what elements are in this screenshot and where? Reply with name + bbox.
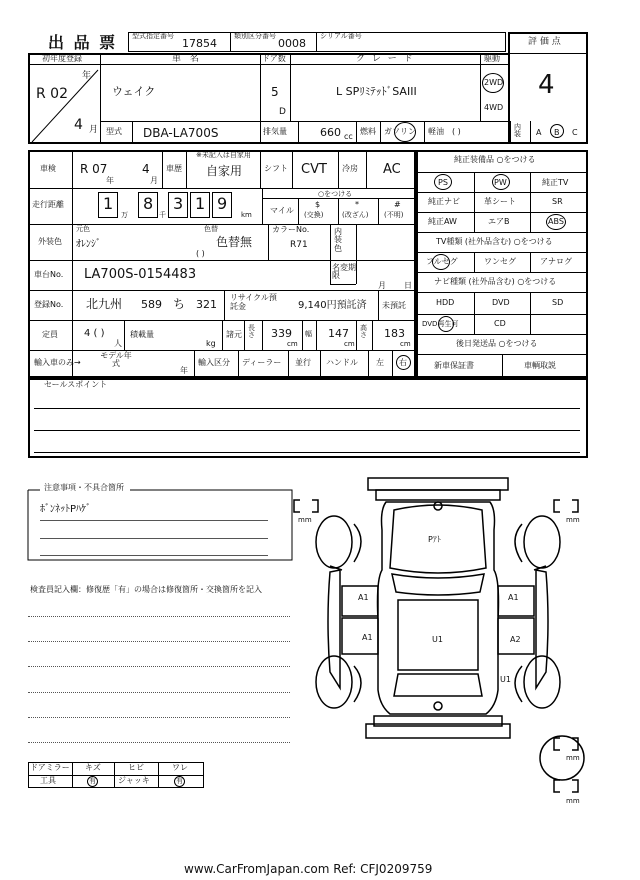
mileage-exchange: (交換) bbox=[304, 211, 324, 219]
color-no: R71 bbox=[290, 240, 308, 250]
grade-label: グ レ ー ド bbox=[356, 54, 415, 64]
model-designation-number: 17854 bbox=[182, 37, 217, 50]
navi-type-label: ナビ種類 (社外品含む) ○をつける bbox=[434, 277, 557, 286]
import-label: 輸入車のみ→ bbox=[34, 358, 81, 367]
damage-rear-right: U1 bbox=[500, 675, 511, 684]
legend-tools: 工具 bbox=[40, 776, 56, 785]
recycle-label: リサイクル預託金 bbox=[230, 293, 277, 311]
aircon-value: AC bbox=[383, 162, 401, 177]
notes-label: 注意事項・不具合箇所 bbox=[44, 483, 124, 492]
color-change-label: 色替 bbox=[204, 225, 218, 233]
car-name: ウェイク bbox=[112, 85, 156, 98]
car-name-label: 車 名 bbox=[172, 54, 202, 64]
load-unit: kg bbox=[206, 339, 216, 348]
original-color-label: 元色 bbox=[76, 225, 90, 233]
equip-abs: ABS bbox=[548, 217, 564, 226]
model-label: 型式 bbox=[106, 127, 122, 136]
first-reg-label: 初年度登録 bbox=[42, 54, 82, 63]
diagram-mm-rear-right: mm bbox=[566, 754, 580, 762]
mileage-circle-note: ○をつける bbox=[318, 190, 353, 198]
drive-label: 駆動 bbox=[484, 54, 500, 63]
length-value: 339 bbox=[271, 327, 292, 340]
handle-right: 右 bbox=[399, 358, 407, 367]
sheet-title: 出 品 票 bbox=[48, 33, 118, 52]
equip-aw: 純正AW bbox=[428, 217, 457, 226]
equip-ps: PS bbox=[438, 178, 448, 187]
inspection-label: 車検 bbox=[40, 164, 56, 173]
model-year-unit: 年 bbox=[180, 366, 188, 375]
capacity-value: 4 ( ) bbox=[84, 328, 105, 339]
mileage-digit-1: 1 bbox=[103, 194, 114, 213]
history-label: 車歴 bbox=[166, 164, 182, 173]
interior-a: A bbox=[536, 128, 542, 137]
damage-front-left: A1 bbox=[358, 593, 369, 602]
interior-grade-label: 内装 bbox=[514, 123, 521, 138]
grade-value: L SPﾘﾐﾃｯﾄﾞSAIII bbox=[336, 85, 417, 98]
category-label: 類別区分番号 bbox=[234, 32, 276, 40]
load-label: 積載量 bbox=[130, 330, 154, 339]
import-dealer: ディーラー bbox=[242, 358, 282, 367]
diesel-label: 軽油 bbox=[428, 127, 444, 136]
interior-c: C bbox=[572, 128, 578, 137]
inspector-label: 検査員記入欄：修復歴「有」の場合は修復箇所・交換箇所を記入 bbox=[30, 585, 262, 594]
length-label: 長さ bbox=[248, 324, 255, 339]
height-label: 高さ bbox=[360, 324, 367, 339]
name-change-label: 名変期限 bbox=[332, 263, 356, 280]
navi-cd: CD bbox=[494, 319, 506, 328]
capacity-label: 定員 bbox=[42, 330, 58, 339]
handle-left: 左 bbox=[376, 358, 384, 367]
legend-door-mirror: ドアミラー bbox=[30, 763, 70, 772]
damage-front-right: A1 bbox=[508, 593, 519, 602]
name-change-month: 月 bbox=[378, 281, 386, 290]
original-color: ｵﾚﾝｼﾞ bbox=[76, 239, 101, 250]
sales-point-box bbox=[28, 378, 588, 458]
damage-roof: U1 bbox=[432, 635, 443, 644]
diagram-mm-spare: mm bbox=[566, 797, 580, 805]
mileage-star: * bbox=[355, 200, 359, 209]
mileage-digit-4: 1 bbox=[195, 194, 206, 213]
registration-class: 589 bbox=[141, 298, 162, 311]
width-unit: cm bbox=[344, 340, 355, 348]
recycle-unpaid: 未預託 bbox=[382, 301, 406, 310]
first-reg-year-unit: 年 bbox=[82, 71, 92, 81]
first-reg-month: 4 bbox=[74, 117, 83, 133]
registration-region: 北九州 bbox=[86, 297, 123, 311]
mileage-digit-2: 8 bbox=[143, 194, 154, 213]
drive-4wd: 4WD bbox=[484, 103, 504, 112]
exterior-label: 外装色 bbox=[38, 237, 62, 246]
diagram-mm-front-left: mm bbox=[298, 516, 312, 524]
spec-label: 諸元 bbox=[226, 330, 242, 339]
chassis-number: LA700S-0154483 bbox=[84, 267, 197, 282]
chassis-label: 車台No. bbox=[34, 270, 64, 279]
footer-reference: www.CarFromJapan.com Ref: CFJ0209759 bbox=[184, 862, 433, 876]
legend-jack-present: 有 bbox=[176, 777, 183, 785]
tv-fullseg: フルセグ bbox=[426, 257, 458, 266]
score-label: 評 価 点 bbox=[528, 37, 561, 47]
mileage-unit-km: km bbox=[241, 211, 252, 219]
color-change: 色替無 bbox=[216, 235, 253, 249]
later-ship-label: 後日発送品 ○をつける bbox=[456, 339, 538, 348]
equip-airbag: エアB bbox=[488, 217, 510, 226]
inspection-year: R 07 bbox=[80, 162, 108, 176]
door-type: D bbox=[279, 107, 286, 117]
later-warranty: 新車保証書 bbox=[434, 361, 474, 370]
legend-tools-present: 有 bbox=[89, 777, 96, 785]
oem-label: 純正装備品 ○をつける bbox=[454, 155, 536, 164]
notes-text: ﾎﾞﾝﾈｯﾄPﾊｹﾞ bbox=[40, 504, 92, 515]
length-unit: cm bbox=[287, 340, 298, 348]
mileage-digit-3: 3 bbox=[173, 194, 184, 213]
displacement-label: 排気量 bbox=[263, 127, 287, 136]
navi-sd: SD bbox=[552, 298, 564, 307]
sales-point-label: セールスポイント bbox=[44, 380, 108, 389]
width-label: 幅 bbox=[305, 330, 312, 338]
doors-value: 5 bbox=[271, 85, 279, 99]
tv-oneseg: ワンセグ bbox=[484, 257, 516, 266]
mileage-dollar: $ bbox=[315, 200, 321, 209]
height-value: 183 bbox=[384, 327, 405, 340]
equip-sr: SR bbox=[552, 197, 563, 206]
inspection-month-unit: 月 bbox=[150, 176, 158, 185]
mileage-unit-sen: 千 bbox=[159, 211, 166, 219]
damage-rear-left-door: A1 bbox=[362, 633, 373, 642]
registration-kana: ち bbox=[173, 297, 186, 311]
color-change-paren: ( ) bbox=[196, 249, 205, 258]
equip-tv: 純正TV bbox=[542, 178, 569, 187]
interior-b: B bbox=[554, 128, 560, 137]
mileage-mile: マイル bbox=[270, 206, 294, 215]
navi-dvd-playable: DVD再生可 bbox=[422, 320, 459, 328]
interior-color-label: 内装色 bbox=[334, 227, 342, 253]
legend-jack: ジャッキ bbox=[118, 776, 150, 785]
diagram-mm-front-right: mm bbox=[566, 516, 580, 524]
equip-leather: 革シート bbox=[484, 197, 516, 206]
inspection-month: 4 bbox=[142, 162, 150, 176]
registration-label: 登録No. bbox=[34, 300, 64, 309]
equip-navi: 純正ナビ bbox=[428, 197, 460, 206]
fuel-value: ガソリン bbox=[384, 127, 416, 136]
later-manual: 車輌取説 bbox=[524, 361, 556, 370]
mileage-label: 走行距離 bbox=[32, 200, 64, 209]
serial-label: シリアル番号 bbox=[320, 32, 362, 40]
history-note: ※未記入は自家用 bbox=[196, 151, 251, 159]
first-reg-year: R 02 bbox=[36, 86, 68, 102]
mileage-unit-man: 万 bbox=[121, 211, 128, 219]
diesel-paren: ( ) bbox=[452, 127, 461, 136]
shift-value: CVT bbox=[301, 162, 327, 177]
navi-dvd: DVD bbox=[492, 298, 510, 307]
model-value: DBA-LA700S bbox=[143, 126, 219, 140]
legend-scratch: キズ bbox=[85, 763, 101, 772]
damage-hood: Pｱﾄ bbox=[428, 535, 441, 544]
damage-rear-right-door: A2 bbox=[510, 635, 521, 644]
tv-type-label: TV種類 (社外品含む) ○をつける bbox=[436, 237, 553, 246]
fuel-label: 燃料 bbox=[360, 127, 376, 136]
recycle-amount: 9,140円預託済 bbox=[298, 300, 367, 311]
height-unit: cm bbox=[400, 340, 411, 348]
equip-pw: PW bbox=[494, 178, 507, 187]
displacement-unit: cc bbox=[344, 132, 353, 141]
width-value: 147 bbox=[328, 327, 349, 340]
capacity-unit: 人 bbox=[114, 339, 122, 348]
model-year-label: モデル年式 bbox=[100, 351, 132, 368]
mileage-digit-5: 9 bbox=[217, 194, 228, 213]
name-change-day: 日 bbox=[404, 281, 412, 290]
inspection-year-unit: 年 bbox=[106, 176, 114, 185]
aircon-label: 冷房 bbox=[342, 164, 358, 173]
shift-label: シフト bbox=[264, 164, 288, 173]
import-parallel: 並行 bbox=[295, 358, 311, 367]
legend-break: ワレ bbox=[172, 763, 188, 772]
navi-hdd: HDD bbox=[436, 298, 455, 307]
registration-number: 321 bbox=[196, 298, 217, 311]
displacement-value: 660 bbox=[320, 126, 341, 139]
tv-analog: アナログ bbox=[540, 257, 572, 266]
drive-2wd: 2WD bbox=[484, 78, 504, 87]
score-value: 4 bbox=[538, 70, 555, 100]
first-reg-month-unit: 月 bbox=[89, 125, 99, 135]
mileage-hash: # bbox=[394, 200, 401, 209]
handle-label: ハンドル bbox=[326, 358, 358, 367]
legend-crack: ヒビ bbox=[128, 763, 144, 772]
doors-label: ドア数 bbox=[262, 54, 286, 63]
history-value: 自家用 bbox=[206, 164, 243, 178]
color-no-label: カラーNo. bbox=[272, 225, 310, 234]
category-number: 0008 bbox=[278, 37, 306, 50]
import-class-label: 輸入区分 bbox=[198, 358, 230, 367]
mileage-unknown: (不明) bbox=[384, 211, 404, 219]
model-designation-label: 型式指定番号 bbox=[132, 32, 174, 40]
mileage-tampered: (改ざん) bbox=[342, 211, 369, 219]
